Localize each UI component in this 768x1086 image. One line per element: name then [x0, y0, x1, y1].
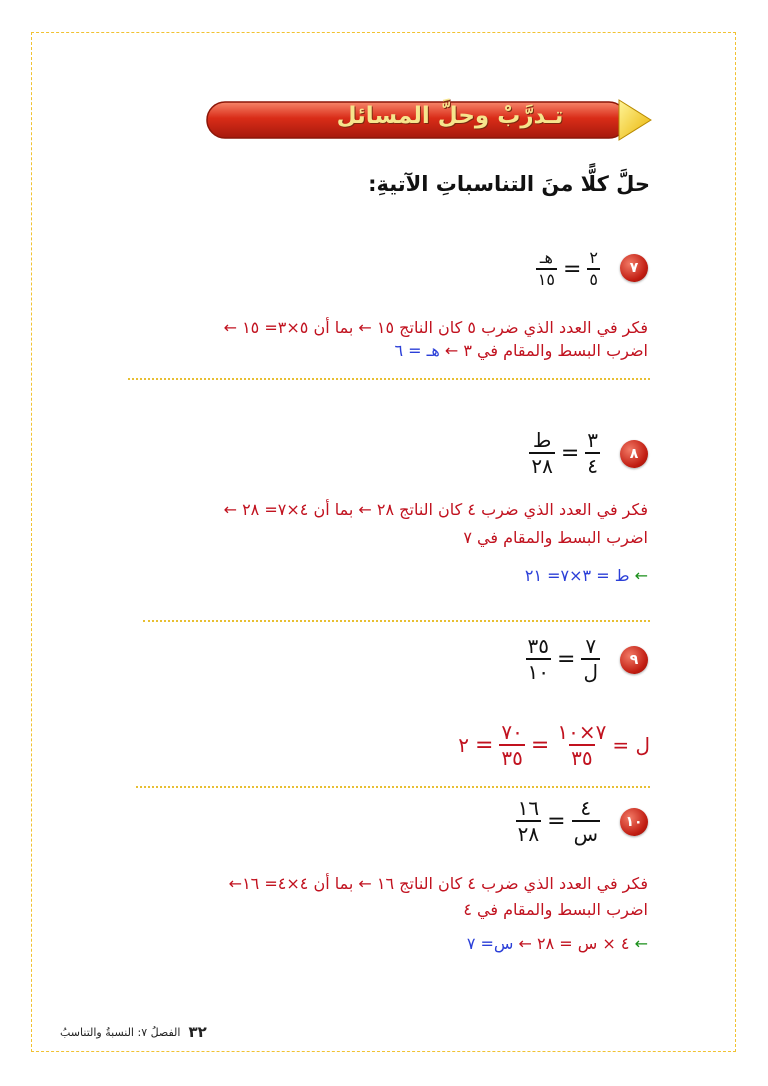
fraction: $\frac{٤}{\text{س}}$: [573, 796, 598, 846]
divider: [143, 620, 650, 622]
solution-step-text: فكر في العدد الذي ضرب ٥ كان الناتج ١٥ ← بما أن ٥×٣= ١٥ ←: [223, 318, 648, 337]
problem-number-badge: ٨: [620, 440, 648, 468]
solution-step-text: فكر في العدد الذي ضرب ٤ كان الناتج ١٦ ← بما أن ٤×٤= ١٦←: [228, 874, 648, 893]
problem-equation: $\frac{٢}{٥}$ = $\frac{\text{هـ}}{١٥}$: [537, 248, 598, 289]
solution-step-text: ← ط = ٣×٧= ٢١: [524, 566, 648, 585]
solution-step-text: اضرب البسط والمقام في ٤: [463, 900, 648, 919]
fraction: $\frac{٢}{٥}$: [589, 248, 598, 289]
solution-equation: ل = $\frac{٧\times ١٠}{٣٥}$ = $\frac{٧٠}{٣٥}$ = ٢: [458, 720, 650, 770]
page-footer: [60, 1023, 207, 1041]
solution-step-text: اضرب البسط والمقام في ٣ ← هـ = ٦: [394, 341, 648, 360]
chapter-title: الفصلُ ٧: النسبةُ والتناسبُ: [60, 1025, 181, 1039]
problem-equation: $\frac{٣}{٤}$ = $\frac{\text{ط}}{٢٨}$: [531, 428, 598, 478]
problem-number-badge: ٧: [620, 254, 648, 282]
fraction: $\frac{\text{هـ}}{١٥}$: [537, 248, 555, 289]
fraction: $\frac{١٦}{٢٨}$: [517, 796, 540, 846]
page-number: ٣٢: [188, 1023, 207, 1041]
problem-equation: $\frac{٤}{\text{س}}$ = $\frac{١٦}{٢٨}$: [517, 796, 598, 846]
instruction-heading: حلَّ كلًّا منَ التناسباتِ الآتيةِ:: [368, 172, 650, 196]
problem-equation: $\frac{٧}{\text{ل}}$ = $\frac{٣٥}{١٠}$: [527, 634, 598, 684]
problem-number-badge: ٩: [620, 646, 648, 674]
solution-step-text: ← ٤ × س = ٢٨ ← س= ٧: [466, 934, 648, 953]
fraction: $\frac{٣}{٤}$: [587, 428, 598, 478]
fraction: $\frac{٧\times ١٠}{٣٥}$: [557, 720, 607, 770]
divider: [136, 786, 650, 788]
solution-step-text: اضرب البسط والمقام في ٧: [463, 528, 648, 547]
fraction: $\frac{\text{ط}}{٢٨}$: [531, 428, 553, 478]
problem-number-badge: ١٠: [620, 808, 648, 836]
fraction: $\frac{٧}{\text{ل}}$: [583, 634, 598, 684]
solution-step-text: فكر في العدد الذي ضرب ٤ كان الناتج ٢٨ ← بما أن ٤×٧= ٢٨ ←: [223, 500, 648, 519]
banner-title: تـدرَّبْ وحلَّ المسائل: [336, 103, 564, 129]
divider: [128, 378, 650, 380]
fraction: $\frac{٣٥}{١٠}$: [527, 634, 550, 684]
fraction: $\frac{٧٠}{٣٥}$: [501, 720, 523, 770]
